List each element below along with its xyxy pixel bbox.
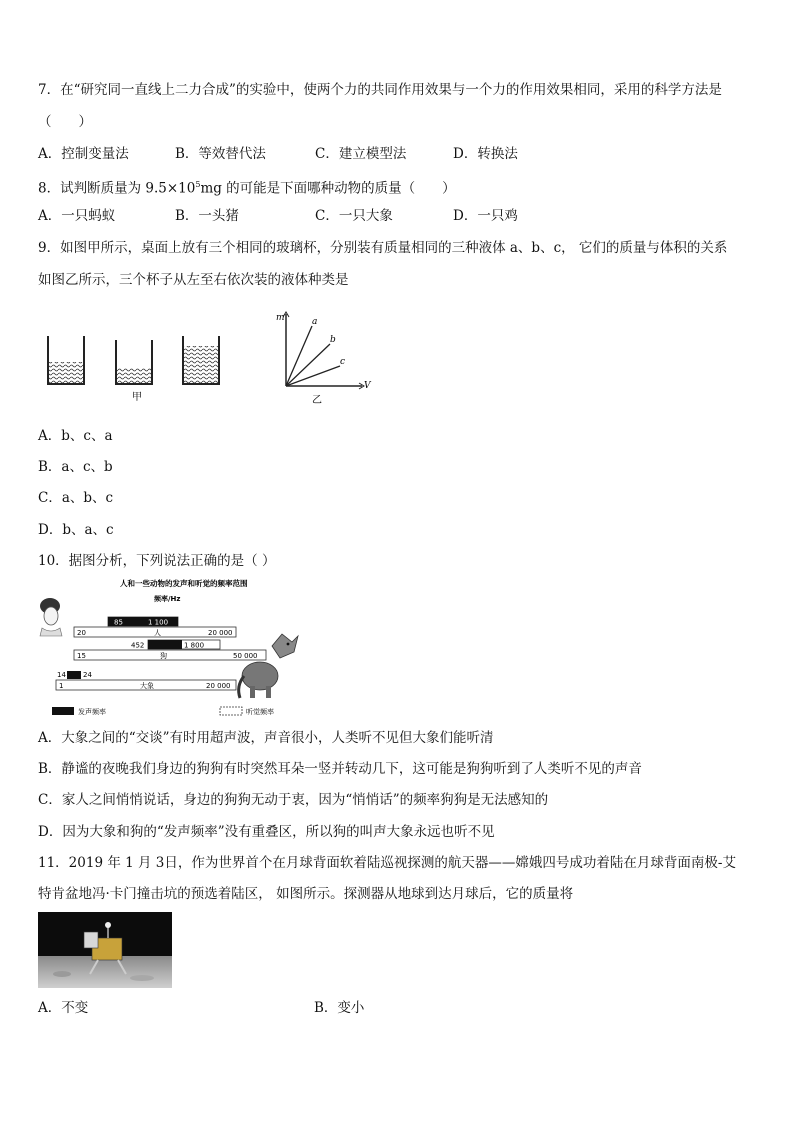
elephant-illustration — [239, 662, 278, 698]
human-illustration — [40, 598, 62, 636]
q11-option-a: A．不变 — [38, 1000, 89, 1016]
q7-option-c: C．建立模型法 — [315, 146, 407, 162]
axis-label-m: m — [276, 313, 285, 323]
elephant-row — [56, 671, 236, 690]
legend-hear-label: 听觉频率 — [246, 708, 274, 716]
beaker-2 — [116, 340, 152, 384]
q9-option-d: D．b、a、c — [38, 522, 114, 538]
dog-illustration — [272, 634, 298, 658]
chart-title: 人和一些动物的发声和听觉的频率范围 — [120, 579, 248, 588]
legend-speak-swatch — [52, 707, 74, 715]
beaker-1 — [48, 336, 84, 384]
frequency-chart — [36, 576, 306, 722]
human-speak-low: 85 — [114, 618, 123, 627]
q9-stem-line2: 如图乙所示，三个杯子从左至右依次装的液体种类是 — [38, 272, 349, 288]
q10-option-b: B．静谧的夜晚我们身边的狗狗有时突然耳朵一竖并转动几下，这可能是狗狗听到了人类听不见的声音 — [38, 761, 642, 777]
dog-hear-high: 50 000 — [233, 652, 258, 660]
q11-stem-line1: 11．2019 年 1 月 3日，作为世界首个在月球背面软着陆巡视探测的航天器——嫦娥四号成功着陆在月球背面南极-艾 — [38, 855, 736, 871]
q10-option-d: D．因为大象和狗的“发声频率”没有重叠区，所以狗的叫声大象永远也听不见 — [38, 824, 495, 840]
q11-stem-line2: 特肯盆地冯·卡门撞击坑的预选着陆区， 如图所示。探测器从地球到达月球后，它的质量将 — [38, 886, 574, 902]
legend-speak-label: 发声频率 — [78, 708, 106, 716]
q9-figure — [40, 308, 380, 408]
elephant-speak-high: 24 — [83, 671, 92, 679]
dog-hear-low: 15 — [77, 652, 86, 660]
human-speak-high: 1 100 — [148, 618, 169, 627]
human-row — [74, 617, 236, 637]
label-a: a — [312, 317, 318, 327]
q9-option-c: C．a、b、c — [38, 490, 114, 506]
dog-row — [74, 640, 266, 660]
line-c — [286, 366, 340, 386]
q7-stem: 7．在“研究同一直线上二力合成”的实验中，使两个力的共同作用效果与一个力的作用效果相同，采用的科学方法是 — [38, 82, 722, 98]
q7-option-d: D．转换法 — [453, 146, 518, 162]
elephant-speak-low: 14 — [57, 671, 66, 679]
legend-hear-swatch — [220, 707, 242, 715]
fig-label-yi: 乙 — [312, 395, 322, 406]
elephant-hear-low: 1 — [59, 682, 64, 690]
q7-paren: （ ） — [38, 114, 92, 130]
q11-option-b: B．变小 — [314, 1000, 365, 1016]
elephant-hear-high: 20 000 — [206, 682, 231, 690]
q10-stem: 10．据图分析，下列说法正确的是（ ） — [38, 553, 276, 569]
human-hear-low: 20 — [77, 629, 86, 637]
q9-option-a: A．b、c、a — [38, 428, 113, 444]
q7-option-b: B．等效替代法 — [175, 146, 266, 162]
human-hear-high: 20 000 — [208, 629, 233, 637]
q8-option-a: A．一只蚂蚁 — [38, 208, 116, 224]
q8-option-b: B．一头猪 — [175, 208, 239, 224]
mv-graph — [276, 312, 372, 406]
dog-speak-low: 452 — [131, 641, 145, 650]
elephant-speak-bar — [67, 671, 81, 679]
dog-speak-bar — [148, 640, 182, 649]
fig-label-jia: 甲 — [132, 392, 142, 403]
dog-speak-high: 1 800 — [184, 641, 205, 650]
q7-option-a: A．控制变量法 — [38, 146, 129, 162]
elephant-name: 大象 — [140, 682, 154, 690]
q9-option-b: B．a、c、b — [38, 459, 113, 475]
line-a — [286, 326, 312, 386]
change4-lander-photo — [38, 912, 172, 988]
q9-stem-line1: 9．如图甲所示，桌面上放有三个相同的玻璃杯，分别装有质量相同的三种液体 a、b、c， 它们的质量与体积的关系 — [38, 240, 728, 256]
axis-label-v: V — [364, 381, 371, 391]
q8-stem: 8．试判断质量为 $9.5\times 10^5mg$ 的可能是下面哪种动物的质量（ ） — [38, 180, 456, 197]
human-name: 人 — [154, 629, 161, 637]
label-c: c — [340, 357, 346, 367]
q10-option-a: A．大象之间的“交谈”有时用超声波，声音很小，人类听不见但大象们能听清 — [38, 730, 494, 746]
q8-option-c: C．一只大象 — [315, 208, 393, 224]
q8-option-d: D．一只鸡 — [453, 208, 518, 224]
chart-unit: 频率/Hz — [154, 595, 181, 603]
beaker-3 — [183, 336, 219, 384]
label-b: b — [330, 335, 336, 345]
chart-legend — [52, 707, 274, 716]
dog-name: 狗 — [160, 652, 167, 660]
q10-option-c: C．家人之间悄悄说话，身边的狗狗无动于衷，因为“悄悄话”的频率狗狗是无法感知的 — [38, 792, 549, 808]
line-b — [286, 344, 330, 386]
